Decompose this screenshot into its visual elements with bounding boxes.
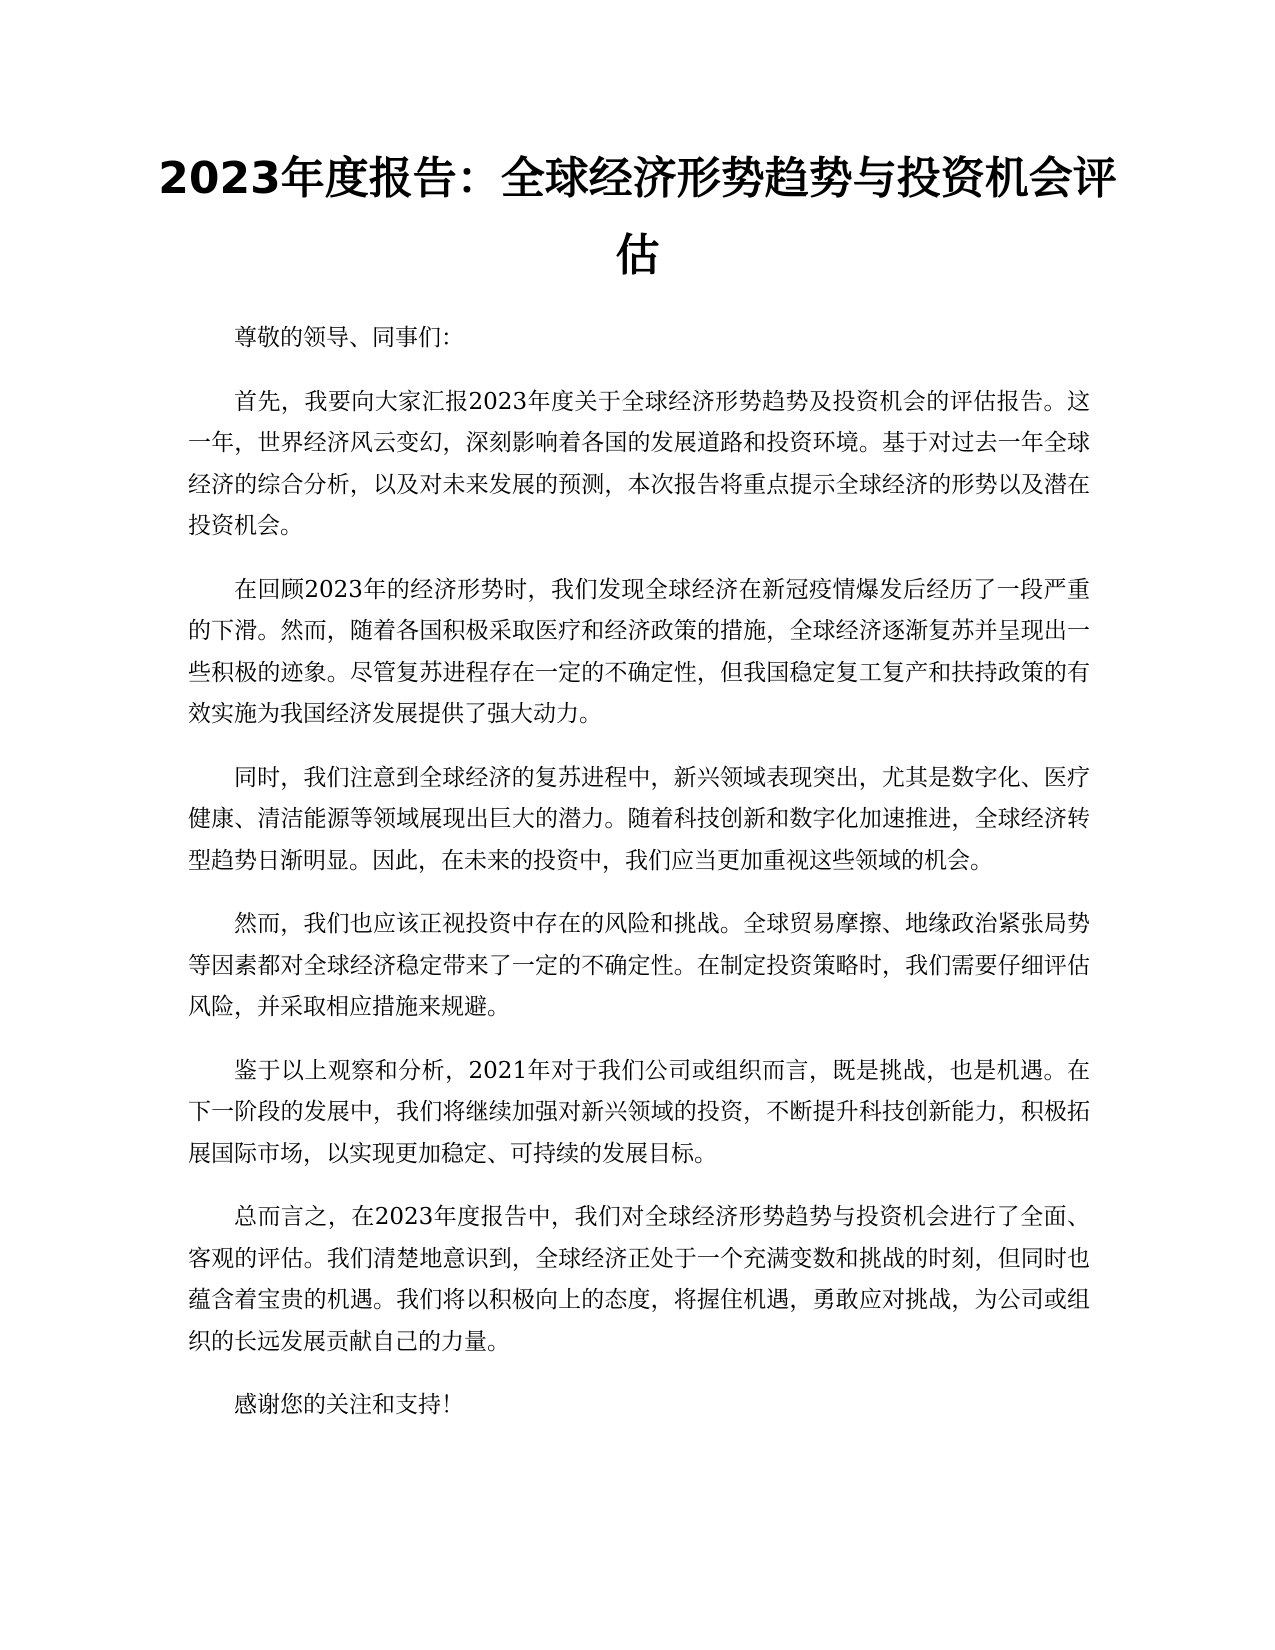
greeting-paragraph: 尊敬的领导、同事们：	[234, 325, 464, 351]
body-paragraph: 然而，我们也应该正视投资中存在的风险和挑战。全球贸易摩擦、地缘政治紧张局势等因素都对全球经济稳定带来了一定的不确定性。在制定投资策略时，我们需要仔细评估风险，并采取相应措施来规避。	[188, 911, 1090, 1020]
page-title: 2023年度报告：全球经济形势趋势与投资机会评估	[158, 153, 1117, 281]
body-paragraph: 鉴于以上观察和分析，2021年对于我们公司或组织而言，既是挑战，也是机遇。在下一阶段的发展中，我们将继续加强对新兴领域的投资，不断提升科技创新能力，积极拓展国际市场，以实现更加稳定、可持续的发展目标。	[188, 1057, 1090, 1167]
body-paragraph: 总而言之，在2023年度报告中，我们对全球经济形势趋势与投资机会进行了全面、客观的评估。我们清楚地意识到，全球经济正处于一个充满变数和挑战的时刻，但同时也蕴含着宝贵的机遇。我们将以积极向上的态度，将握住机遇，勇敢应对挑战，为公司或组织的长远发展贡献自己的力量。	[188, 1204, 1090, 1355]
document-body	[188, 318, 1090, 1449]
body-paragraph: 在回顾2023年的经济形势时，我们发现全球经济在新冠疫情爆发后经历了一段严重的下滑。然而，随着各国积极采取医疗和经济政策的措施，全球经济逐渐复苏并呈现出一些积极的迹象。尽管复苏进程存在一定的不确定性，但我国稳定复工复产和扶持政策的有效实施为我国经济发展提供了强大动力。	[188, 576, 1090, 727]
closing-paragraph: 感谢您的关注和支持！	[234, 1392, 464, 1418]
body-paragraph: 同时，我们注意到全球经济的复苏进程中，新兴领域表现突出，尤其是数字化、医疗健康、清洁能源等领域展现出巨大的潜力。随着科技创新和数字化加速推进，全球经济转型趋势日渐明显。因此，在未来的投资中，我们应当更加重视这些领域的机会。	[188, 764, 1090, 874]
body-paragraph: 首先，我要向大家汇报2023年度关于全球经济形势趋势及投资机会的评估报告。这一年，世界经济风云变幻，深刻影响着各国的发展道路和投资环境。基于对过去一年全球经济的综合分析，以及对未来发展的预测，本次报告将重点提示全球经济的形势以及潜在投资机会。	[188, 388, 1090, 539]
